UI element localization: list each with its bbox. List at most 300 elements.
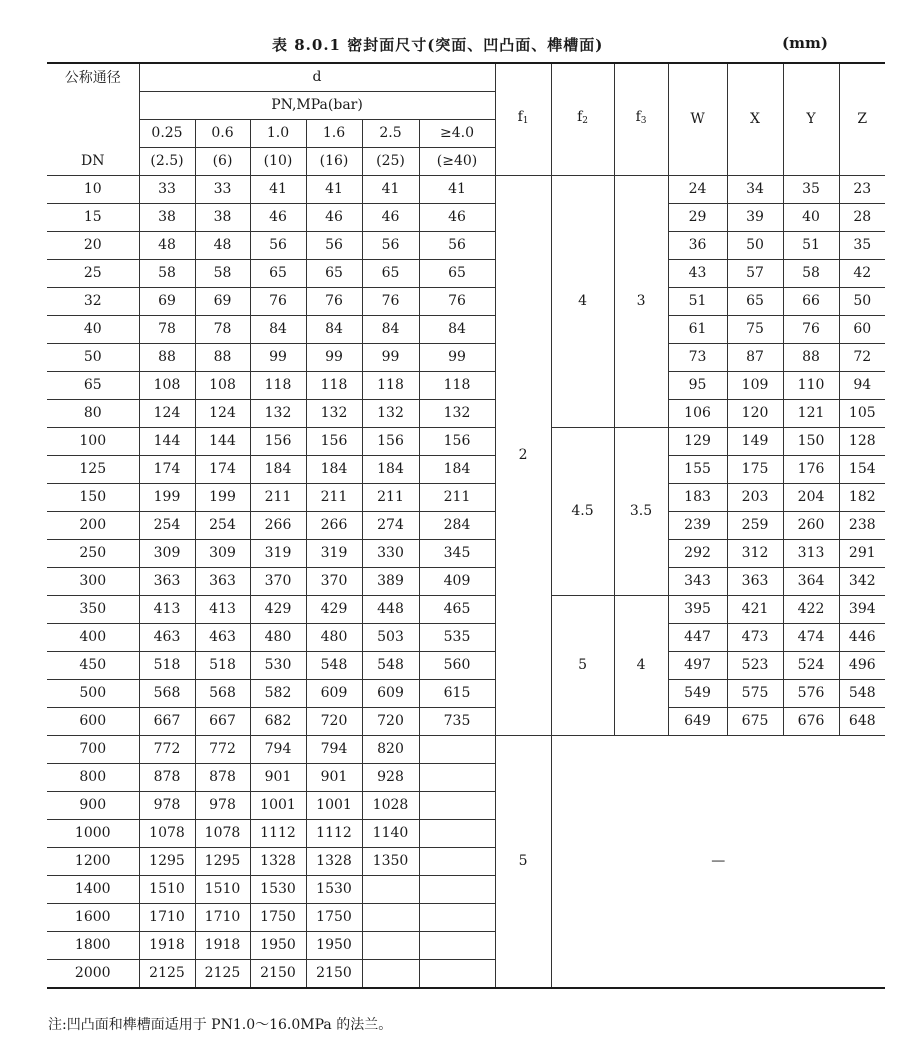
table-row xyxy=(47,540,885,568)
d-value-cell: 518 xyxy=(195,652,250,680)
d-value-cell xyxy=(362,904,419,932)
w-value-cell: 51 xyxy=(668,288,727,316)
z-value-cell: 496 xyxy=(839,652,885,680)
d-value-cell: 38 xyxy=(195,204,250,232)
table-row xyxy=(47,624,885,652)
table-row xyxy=(47,512,885,540)
d-value-cell: 99 xyxy=(362,344,419,372)
d-value-cell: 772 xyxy=(139,736,195,764)
d-value-cell: 429 xyxy=(306,596,362,624)
d-value-cell: 463 xyxy=(195,624,250,652)
d-value-cell: 1710 xyxy=(139,904,195,932)
d-value-cell: 48 xyxy=(195,232,250,260)
pn-bar-cell: (10) xyxy=(250,148,306,176)
f1-value-cell: 2 xyxy=(495,176,551,736)
f1-header: $f_1$ xyxy=(495,63,551,176)
pn-bar-cell: (16) xyxy=(306,148,362,176)
d-value-cell: 319 xyxy=(250,540,306,568)
z-value-cell: 128 xyxy=(839,428,885,456)
d-value-cell: 667 xyxy=(139,708,195,736)
d-value-cell: 465 xyxy=(419,596,495,624)
d-value-cell: 254 xyxy=(139,512,195,540)
d-value-cell: 46 xyxy=(362,204,419,232)
d-value-cell: 76 xyxy=(250,288,306,316)
d-value-cell: 309 xyxy=(139,540,195,568)
d-value-cell: 99 xyxy=(306,344,362,372)
d-value-cell: 1950 xyxy=(306,932,362,960)
d-value-cell: 429 xyxy=(250,596,306,624)
d-value-cell: 78 xyxy=(139,316,195,344)
d-value-cell: 48 xyxy=(139,232,195,260)
d-value-cell: 1078 xyxy=(139,820,195,848)
d-value-cell: 132 xyxy=(306,400,362,428)
table-row xyxy=(47,176,885,204)
y-value-cell: 40 xyxy=(783,204,839,232)
d-value-cell xyxy=(419,876,495,904)
y-value-cell: 88 xyxy=(783,344,839,372)
d-value-cell: 118 xyxy=(419,372,495,400)
table-row xyxy=(47,736,885,764)
f3-value-cell: 3 xyxy=(614,176,668,428)
d-value-cell: 108 xyxy=(195,372,250,400)
y-value-cell: 260 xyxy=(783,512,839,540)
x-value-cell: 149 xyxy=(727,428,783,456)
d-value-cell: 560 xyxy=(419,652,495,680)
z-value-cell: 72 xyxy=(839,344,885,372)
w-value-cell: 106 xyxy=(668,400,727,428)
d-value-cell: 284 xyxy=(419,512,495,540)
w-value-cell: 343 xyxy=(668,568,727,596)
d-value-cell: 1918 xyxy=(139,932,195,960)
f2-header: $f_2$ xyxy=(551,63,614,176)
d-value-cell: 76 xyxy=(362,288,419,316)
dn-cell: 10 xyxy=(47,176,139,204)
dn-cell: 1600 xyxy=(47,904,139,932)
w-value-cell: 24 xyxy=(668,176,727,204)
d-value-cell: 978 xyxy=(139,792,195,820)
d-value-cell: 1295 xyxy=(139,848,195,876)
z-value-cell: 105 xyxy=(839,400,885,428)
d-value-cell: 389 xyxy=(362,568,419,596)
x-value-cell: 675 xyxy=(727,708,783,736)
d-value-cell: 58 xyxy=(139,260,195,288)
d-value-cell: 319 xyxy=(306,540,362,568)
y-value-cell: 422 xyxy=(783,596,839,624)
d-value-cell: 794 xyxy=(250,736,306,764)
d-value-cell: 345 xyxy=(419,540,495,568)
y-value-cell: 524 xyxy=(783,652,839,680)
d-value-cell: 1112 xyxy=(250,820,306,848)
d-value-cell: 720 xyxy=(362,708,419,736)
f3-header: $f_3$ xyxy=(614,63,668,176)
d-value-cell: 735 xyxy=(419,708,495,736)
y-value-cell: 35 xyxy=(783,176,839,204)
d-value-cell: 84 xyxy=(250,316,306,344)
d-value-cell: 463 xyxy=(139,624,195,652)
d-value-cell: 548 xyxy=(362,652,419,680)
d-value-cell: 184 xyxy=(250,456,306,484)
z-value-cell: 60 xyxy=(839,316,885,344)
x-value-cell: 120 xyxy=(727,400,783,428)
d-value-cell: 1028 xyxy=(362,792,419,820)
d-value-cell: 33 xyxy=(139,176,195,204)
table-row xyxy=(47,456,885,484)
d-value-cell: 1350 xyxy=(362,848,419,876)
dn-cell: 20 xyxy=(47,232,139,260)
d-value-cell: 1530 xyxy=(306,876,362,904)
d-value-cell: 88 xyxy=(195,344,250,372)
z-value-cell: 548 xyxy=(839,680,885,708)
dn-cell: 25 xyxy=(47,260,139,288)
pn-mpa-cell: 0.6 xyxy=(195,120,250,148)
f2-value-cell: 4.5 xyxy=(551,428,614,596)
d-value-cell: 156 xyxy=(362,428,419,456)
y-value-cell: 176 xyxy=(783,456,839,484)
d-value-cell: 41 xyxy=(362,176,419,204)
d-value-cell: 56 xyxy=(306,232,362,260)
d-value-cell: 38 xyxy=(139,204,195,232)
table-caption xyxy=(0,34,915,58)
z-value-cell: 648 xyxy=(839,708,885,736)
z-value-cell: 42 xyxy=(839,260,885,288)
y-value-cell: 66 xyxy=(783,288,839,316)
d-value-cell: 78 xyxy=(195,316,250,344)
not-applicable-cell: — xyxy=(551,736,885,989)
d-value-cell: 820 xyxy=(362,736,419,764)
d-value-cell: 174 xyxy=(195,456,250,484)
dn-cell: 200 xyxy=(47,512,139,540)
y-value-cell: 313 xyxy=(783,540,839,568)
z-value-cell: 94 xyxy=(839,372,885,400)
y-value-cell: 51 xyxy=(783,232,839,260)
z-value-cell: 50 xyxy=(839,288,885,316)
w-header: W xyxy=(668,63,727,176)
z-value-cell: 291 xyxy=(839,540,885,568)
d-value-cell: 370 xyxy=(250,568,306,596)
dn-cell: 900 xyxy=(47,792,139,820)
z-value-cell: 342 xyxy=(839,568,885,596)
dn-cell: 65 xyxy=(47,372,139,400)
w-value-cell: 95 xyxy=(668,372,727,400)
f3-value-cell: 4 xyxy=(614,596,668,736)
d-value-cell: 41 xyxy=(306,176,362,204)
table-row xyxy=(47,204,885,232)
d-value-cell: 2125 xyxy=(139,960,195,989)
d-value-cell: 65 xyxy=(306,260,362,288)
d-value-cell: 370 xyxy=(306,568,362,596)
y-value-cell: 676 xyxy=(783,708,839,736)
d-value-cell: 88 xyxy=(139,344,195,372)
d-value-cell: 878 xyxy=(139,764,195,792)
w-value-cell: 395 xyxy=(668,596,727,624)
w-value-cell: 155 xyxy=(668,456,727,484)
d-value-cell: 1078 xyxy=(195,820,250,848)
d-value-cell: 1750 xyxy=(306,904,362,932)
d-value-cell xyxy=(362,876,419,904)
y-value-cell: 474 xyxy=(783,624,839,652)
x-value-cell: 473 xyxy=(727,624,783,652)
table-row xyxy=(47,316,885,344)
d-value-cell: 978 xyxy=(195,792,250,820)
d-value-cell: 156 xyxy=(419,428,495,456)
table-row xyxy=(47,708,885,736)
d-value-cell: 901 xyxy=(250,764,306,792)
table-row xyxy=(47,680,885,708)
d-value-cell: 363 xyxy=(139,568,195,596)
d-value-cell: 65 xyxy=(250,260,306,288)
d-value-cell: 108 xyxy=(139,372,195,400)
d-value-cell: 76 xyxy=(419,288,495,316)
d-value-cell xyxy=(419,764,495,792)
d-value-cell: 266 xyxy=(250,512,306,540)
d-value-cell: 1918 xyxy=(195,932,250,960)
d-value-cell: 118 xyxy=(362,372,419,400)
d-value-cell: 448 xyxy=(362,596,419,624)
dn-cell: 400 xyxy=(47,624,139,652)
d-value-cell: 84 xyxy=(306,316,362,344)
table-row xyxy=(47,372,885,400)
w-value-cell: 649 xyxy=(668,708,727,736)
f1-value-cell: 5 xyxy=(495,736,551,989)
d-value-cell: 530 xyxy=(250,652,306,680)
table-row xyxy=(47,232,885,260)
y-value-cell: 58 xyxy=(783,260,839,288)
f3-value-cell: 3.5 xyxy=(614,428,668,596)
d-value-cell: 184 xyxy=(419,456,495,484)
d-value-cell: 609 xyxy=(362,680,419,708)
d-value-cell: 69 xyxy=(139,288,195,316)
pn-mpa-cell: 2.5 xyxy=(362,120,419,148)
x-value-cell: 363 xyxy=(727,568,783,596)
dn-cell: 450 xyxy=(47,652,139,680)
d-value-cell: 1001 xyxy=(250,792,306,820)
w-value-cell: 36 xyxy=(668,232,727,260)
dn-cell: 300 xyxy=(47,568,139,596)
d-value-cell: 1140 xyxy=(362,820,419,848)
w-value-cell: 447 xyxy=(668,624,727,652)
y-header: Y xyxy=(783,63,839,176)
x-value-cell: 312 xyxy=(727,540,783,568)
d-value-cell: 41 xyxy=(419,176,495,204)
d-value-cell: 144 xyxy=(195,428,250,456)
table-row xyxy=(47,344,885,372)
d-value-cell: 56 xyxy=(250,232,306,260)
d-value-cell: 118 xyxy=(250,372,306,400)
d-value-cell: 330 xyxy=(362,540,419,568)
x-value-cell: 575 xyxy=(727,680,783,708)
d-value-cell xyxy=(419,848,495,876)
x-header: X xyxy=(727,63,783,176)
d-value-cell: 518 xyxy=(139,652,195,680)
z-value-cell: 238 xyxy=(839,512,885,540)
d-value-cell: 199 xyxy=(195,484,250,512)
x-value-cell: 75 xyxy=(727,316,783,344)
f2-value-cell: 4 xyxy=(551,176,614,428)
dn-cell: 1400 xyxy=(47,876,139,904)
nominal-diameter-dn: DN xyxy=(81,153,105,169)
d-value-cell: 184 xyxy=(306,456,362,484)
d-value-cell: 84 xyxy=(419,316,495,344)
pn-bar-cell: (2.5) xyxy=(139,148,195,176)
x-value-cell: 203 xyxy=(727,484,783,512)
x-value-cell: 87 xyxy=(727,344,783,372)
d-value-cell: 132 xyxy=(419,400,495,428)
d-value-cell: 211 xyxy=(419,484,495,512)
dn-cell: 250 xyxy=(47,540,139,568)
d-value-cell: 2150 xyxy=(250,960,306,989)
d-value-cell: 772 xyxy=(195,736,250,764)
d-value-cell xyxy=(419,736,495,764)
d-value-cell: 118 xyxy=(306,372,362,400)
w-value-cell: 183 xyxy=(668,484,727,512)
d-value-cell: 682 xyxy=(250,708,306,736)
d-value-cell: 413 xyxy=(195,596,250,624)
d-value-cell: 615 xyxy=(419,680,495,708)
d-value-cell: 1328 xyxy=(250,848,306,876)
d-value-cell: 124 xyxy=(139,400,195,428)
d-value-cell: 124 xyxy=(195,400,250,428)
dn-cell: 1200 xyxy=(47,848,139,876)
w-value-cell: 497 xyxy=(668,652,727,680)
x-value-cell: 523 xyxy=(727,652,783,680)
d-value-cell: 480 xyxy=(306,624,362,652)
dn-cell: 32 xyxy=(47,288,139,316)
dn-cell: 1000 xyxy=(47,820,139,848)
d-value-cell: 1001 xyxy=(306,792,362,820)
table-row xyxy=(47,568,885,596)
dn-cell: 40 xyxy=(47,316,139,344)
table-row xyxy=(47,428,885,456)
table-row xyxy=(47,288,885,316)
d-value-cell: 794 xyxy=(306,736,362,764)
d-value-cell: 46 xyxy=(306,204,362,232)
d-value-cell: 184 xyxy=(362,456,419,484)
d-value-cell: 667 xyxy=(195,708,250,736)
x-value-cell: 259 xyxy=(727,512,783,540)
d-value-cell xyxy=(419,820,495,848)
x-value-cell: 421 xyxy=(727,596,783,624)
d-value-cell: 609 xyxy=(306,680,362,708)
d-value-cell: 568 xyxy=(195,680,250,708)
d-value-cell: 1328 xyxy=(306,848,362,876)
d-value-cell: 69 xyxy=(195,288,250,316)
dn-cell: 700 xyxy=(47,736,139,764)
x-value-cell: 65 xyxy=(727,288,783,316)
z-header: Z xyxy=(839,63,885,176)
d-value-cell: 65 xyxy=(419,260,495,288)
d-value-cell: 76 xyxy=(306,288,362,316)
pn-mpa-cell: ≥4.0 xyxy=(419,120,495,148)
d-value-cell: 65 xyxy=(362,260,419,288)
w-value-cell: 129 xyxy=(668,428,727,456)
dn-cell: 15 xyxy=(47,204,139,232)
d-value-cell: 1295 xyxy=(195,848,250,876)
d-value-cell: 211 xyxy=(306,484,362,512)
d-value-cell: 99 xyxy=(250,344,306,372)
d-value-cell: 99 xyxy=(419,344,495,372)
d-value-cell: 1530 xyxy=(250,876,306,904)
y-value-cell: 204 xyxy=(783,484,839,512)
d-value-cell: 1112 xyxy=(306,820,362,848)
d-value-cell: 56 xyxy=(419,232,495,260)
w-value-cell: 292 xyxy=(668,540,727,568)
d-value-cell: 480 xyxy=(250,624,306,652)
d-value-cell: 1510 xyxy=(195,876,250,904)
z-value-cell: 182 xyxy=(839,484,885,512)
w-value-cell: 549 xyxy=(668,680,727,708)
d-value-cell: 409 xyxy=(419,568,495,596)
d-value-cell: 928 xyxy=(362,764,419,792)
dn-cell: 125 xyxy=(47,456,139,484)
d-value-cell: 2125 xyxy=(195,960,250,989)
y-value-cell: 76 xyxy=(783,316,839,344)
dn-cell: 800 xyxy=(47,764,139,792)
z-value-cell: 35 xyxy=(839,232,885,260)
d-header: d xyxy=(139,63,495,92)
table-unit: (mm) xyxy=(782,34,828,52)
d-value-cell: 568 xyxy=(139,680,195,708)
z-value-cell: 154 xyxy=(839,456,885,484)
d-value-cell: 1710 xyxy=(195,904,250,932)
dn-cell: 50 xyxy=(47,344,139,372)
pn-mpa-cell: 1.0 xyxy=(250,120,306,148)
f2-value-cell: 5 xyxy=(551,596,614,736)
dn-cell: 100 xyxy=(47,428,139,456)
dn-cell: 150 xyxy=(47,484,139,512)
d-value-cell: 41 xyxy=(250,176,306,204)
d-value-cell: 156 xyxy=(306,428,362,456)
z-value-cell: 446 xyxy=(839,624,885,652)
d-value-cell: 309 xyxy=(195,540,250,568)
dn-cell: 80 xyxy=(47,400,139,428)
d-value-cell: 363 xyxy=(195,568,250,596)
d-value-cell xyxy=(419,792,495,820)
d-value-cell: 58 xyxy=(195,260,250,288)
d-value-cell: 46 xyxy=(250,204,306,232)
d-value-cell: 274 xyxy=(362,512,419,540)
pn-header: PN,MPa(bar) xyxy=(139,92,495,120)
d-value-cell: 266 xyxy=(306,512,362,540)
dn-cell: 1800 xyxy=(47,932,139,960)
d-value-cell xyxy=(362,960,419,989)
y-value-cell: 110 xyxy=(783,372,839,400)
pn-bar-cell: (6) xyxy=(195,148,250,176)
table-row xyxy=(47,400,885,428)
x-value-cell: 57 xyxy=(727,260,783,288)
w-value-cell: 73 xyxy=(668,344,727,372)
d-value-cell xyxy=(419,932,495,960)
dn-cell: 350 xyxy=(47,596,139,624)
x-value-cell: 39 xyxy=(727,204,783,232)
pn-mpa-cell: 0.25 xyxy=(139,120,195,148)
d-value-cell: 901 xyxy=(306,764,362,792)
w-value-cell: 29 xyxy=(668,204,727,232)
x-value-cell: 34 xyxy=(727,176,783,204)
sealing-face-table xyxy=(47,62,885,989)
d-value-cell: 132 xyxy=(362,400,419,428)
d-value-cell xyxy=(419,904,495,932)
d-value-cell: 132 xyxy=(250,400,306,428)
d-value-cell: 1510 xyxy=(139,876,195,904)
table-row xyxy=(47,260,885,288)
y-value-cell: 364 xyxy=(783,568,839,596)
d-value-cell: 144 xyxy=(139,428,195,456)
y-value-cell: 576 xyxy=(783,680,839,708)
d-value-cell: 503 xyxy=(362,624,419,652)
d-value-cell: 720 xyxy=(306,708,362,736)
y-value-cell: 121 xyxy=(783,400,839,428)
d-value-cell: 413 xyxy=(139,596,195,624)
